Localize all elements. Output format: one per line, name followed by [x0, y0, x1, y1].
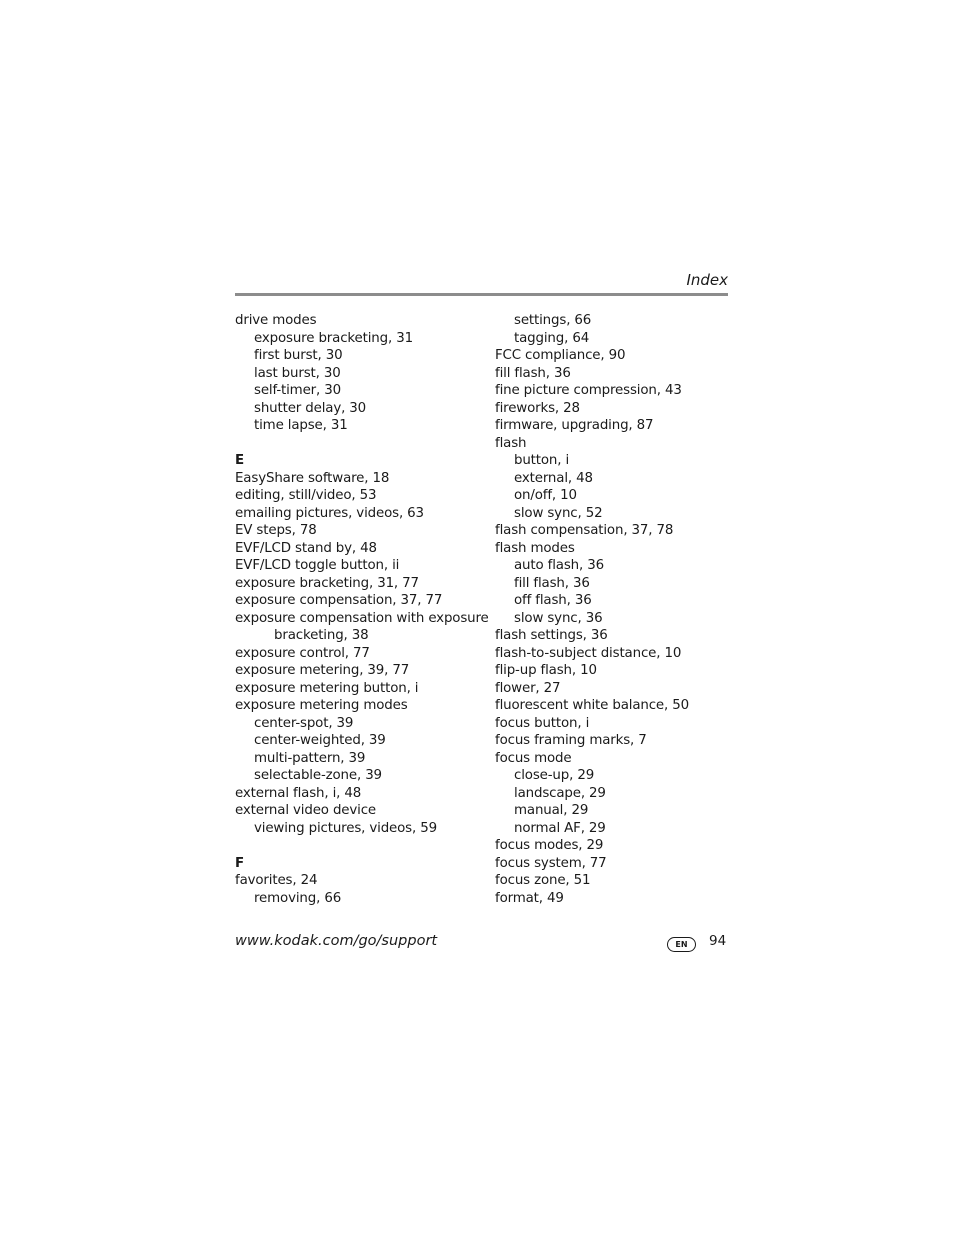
- index-entry: fill flash, 36: [495, 365, 571, 381]
- index-column-left: [235, 312, 489, 907]
- index-entry: fluorescent white balance, 50: [495, 698, 689, 713]
- index-entry: firmware, upgrading, 87: [495, 418, 654, 433]
- index-entry: exposure metering, 39, 77: [235, 663, 410, 678]
- index-entry: focus zone, 51: [495, 873, 591, 888]
- index-subentry: time lapse, 31: [254, 418, 348, 433]
- index-entry: flash: [495, 435, 527, 451]
- index-entry: editing, still/video, 53: [235, 488, 377, 503]
- index-entry: exposure bracketing, 31, 77: [235, 575, 419, 591]
- index-entry: flip-up flash, 10: [495, 663, 597, 678]
- index-subentry: exposure bracketing, 31: [254, 330, 413, 346]
- index-entry: exposure metering button, i: [235, 680, 419, 696]
- index-entry: flash compensation, 37, 78: [495, 523, 674, 538]
- index-entry: focus modes, 29: [495, 838, 604, 853]
- index-entry-continuation: bracketing, 38: [274, 628, 369, 643]
- index-entry: fireworks, 28: [495, 400, 580, 416]
- index-subentry: slow sync, 36: [514, 610, 603, 626]
- index-subentry: shutter delay, 30: [254, 400, 367, 416]
- index-entry: EVF/LCD stand by, 48: [235, 540, 377, 556]
- index-entry: exposure compensation, 37, 77: [235, 593, 443, 608]
- index-subentry: normal AF, 29: [514, 820, 606, 836]
- index-subentry: button, i: [514, 453, 570, 468]
- index-entry: external video device: [235, 803, 377, 818]
- index-subentry: center-spot, 39: [254, 715, 354, 731]
- index-entry: flash-to-subject distance, 10: [495, 645, 682, 661]
- index-entry: exposure control, 77: [235, 645, 370, 661]
- index-entry: flower, 27: [495, 680, 561, 696]
- index-entry: focus system, 77: [495, 855, 607, 871]
- index-subentry: self-timer, 30: [254, 383, 341, 398]
- index-entry: EVF/LCD toggle button, ii: [235, 558, 400, 573]
- index-entry: EV steps, 78: [235, 523, 317, 538]
- running-head: Index: [686, 271, 728, 289]
- index-entry: flash settings, 36: [495, 628, 608, 643]
- index-entry: exposure compensation with exposure: [235, 610, 489, 626]
- language-badge: EN: [667, 937, 696, 952]
- index-entry: fine picture compression, 43: [495, 383, 682, 398]
- index-subentry: removing, 66: [254, 890, 342, 906]
- index-subentry: slow sync, 52: [514, 505, 603, 521]
- index-entry: focus button, i: [495, 715, 590, 731]
- index-entry: focus framing marks, 7: [495, 733, 647, 748]
- index-letter-heading: F: [235, 855, 244, 871]
- index-subentry: on/off, 10: [514, 488, 577, 503]
- section-gap: [235, 435, 475, 453]
- index-entry: exposure metering modes: [235, 698, 408, 713]
- header-rule: [235, 293, 728, 296]
- index-subentry: tagging, 64: [514, 330, 590, 346]
- index-subentry: close-up, 29: [514, 768, 595, 783]
- index-subentry: auto flash, 36: [514, 558, 604, 573]
- index-entry: EasyShare software, 18: [235, 470, 390, 486]
- index-entry: FCC compliance, 90: [495, 348, 626, 363]
- index-subentry: off flash, 36: [514, 593, 592, 608]
- section-gap: [235, 837, 475, 855]
- index-subentry: multi-pattern, 39: [254, 750, 366, 766]
- index-entry: external flash, i, 48: [235, 785, 362, 801]
- index-entry: flash modes: [495, 540, 575, 556]
- index-subentry: selectable-zone, 39: [254, 768, 382, 783]
- index-subentry: manual, 29: [514, 803, 589, 818]
- index-subentry: first burst, 30: [254, 348, 343, 363]
- index-entry: focus mode: [495, 750, 572, 766]
- index-entry: format, 49: [495, 890, 564, 906]
- index-subentry: settings, 66: [514, 313, 592, 328]
- index-subentry: center-weighted, 39: [254, 733, 386, 748]
- page-number: 94: [709, 933, 727, 949]
- index-column-right: [495, 312, 735, 907]
- index-entry: emailing pictures, videos, 63: [235, 505, 424, 521]
- index-letter-heading: E: [235, 453, 244, 468]
- index-subentry: viewing pictures, videos, 59: [254, 820, 437, 836]
- index-subentry: landscape, 29: [514, 785, 606, 801]
- support-url: www.kodak.com/go/support: [235, 933, 438, 949]
- index-subentry: external, 48: [514, 470, 593, 486]
- index-entry: favorites, 24: [235, 873, 318, 888]
- index-entry: drive modes: [235, 313, 317, 328]
- index-subentry: fill flash, 36: [514, 575, 590, 591]
- index-subentry: last burst, 30: [254, 365, 341, 381]
